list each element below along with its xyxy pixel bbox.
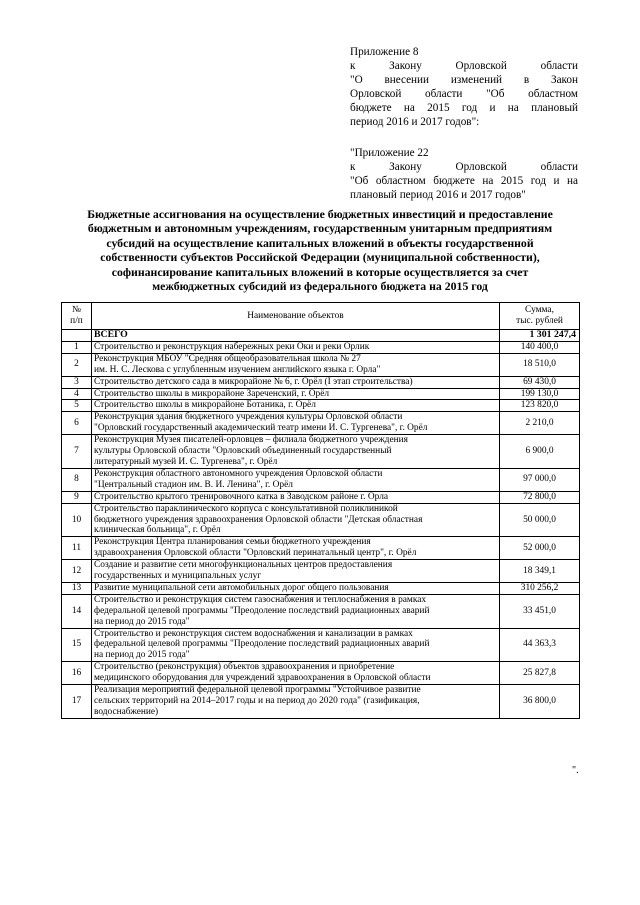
row-object-name-line: федеральной целевой программы "Преодоление последствий радиационных аварий (94, 605, 430, 616)
table-row (62, 468, 580, 491)
row-number: 4 (62, 388, 92, 400)
row-number: 16 (62, 662, 92, 685)
row-number: 13 (62, 582, 92, 594)
row-object-name-line: Реконструкция Музея писателей-орловцев – филиала бюджетного учреждения (94, 435, 408, 446)
table-row (62, 491, 580, 503)
row-amount: 50 000,0 (500, 503, 580, 537)
row-object-name-line: медицинского оборудования для учреждений здравоохранения в Орловской области (94, 673, 431, 684)
row-amount: 33 451,0 (500, 594, 580, 628)
appendix-22-title: "Приложение 22 (350, 147, 429, 159)
row-object-name (92, 388, 500, 400)
row-amount: 52 000,0 (500, 537, 580, 560)
appendix-8-law-ref: к Закону Орловской области (350, 60, 578, 72)
row-amount: 310 256,2 (500, 582, 580, 594)
row-object-name (92, 503, 500, 537)
row-object-name-line: Строительство детского сада в микрорайоне № 6, г. Орёл (I этап строительства) (94, 376, 413, 387)
title-line: бюджетным и автономным учреждениям, государственным унитарным предприятиям (87, 221, 553, 236)
table-row (62, 662, 580, 685)
table-row (62, 376, 580, 388)
row-amount: 140 400,0 (500, 341, 580, 353)
row-object-name-line: федеральной целевой программы "Преодоление последствий радиационных аварий (94, 639, 430, 650)
row-object-name (92, 376, 500, 388)
header-sum-line1: Сумма, (525, 305, 554, 316)
row-object-name-line: "Центральный стадион им. В. И. Ленина", г. Орёл (94, 479, 293, 490)
appendix-8-line3: "О внесении изменений в Закон (350, 74, 578, 86)
row-amount: 97 000,0 (500, 468, 580, 491)
table-row (62, 503, 580, 537)
row-number: 5 (62, 400, 92, 412)
table-row (62, 341, 580, 353)
row-number: 11 (62, 537, 92, 560)
total-row (62, 330, 580, 342)
row-object-name-line: на период до 2015 года" (94, 616, 190, 627)
row-object-name-line: литературный музей И. С. Тургенева", г. Орёл (94, 456, 278, 467)
row-number: 3 (62, 376, 92, 388)
row-object-name-line: Строительство крытого тренировочного катка в Заводском районе г. Орла (94, 491, 389, 502)
row-amount: 18 510,0 (500, 353, 580, 376)
row-amount: 44 363,3 (500, 628, 580, 662)
row-object-name-line: Развитие муниципальной сети автомобильных дорог общего пользования (94, 582, 389, 593)
title-line: собственности субъектов Российской Федерации (муниципальной собственности), (100, 250, 540, 265)
header-number-line2: п/п (70, 316, 83, 326)
row-amount: 69 430,0 (500, 376, 580, 388)
appendix-8-line6: период 2016 и 2017 годов": (350, 116, 480, 128)
title-line: межбюджетных субсидий из федерального бюджета на 2015 год (152, 279, 488, 294)
row-object-name-line: культуры Орловской области "Орловский объединенный государственный (94, 446, 392, 457)
row-object-name (92, 400, 500, 412)
row-object-name-line: бюджетного учреждения здравоохранения Орловской области "Детская областная (94, 514, 423, 525)
title-line: субсидий на осуществление капитальных вложений в объекты государственной (106, 235, 534, 250)
header-sum (500, 303, 580, 330)
row-object-name (92, 435, 500, 469)
closing-quote-mark: ". (572, 765, 579, 776)
row-amount: 123 820,0 (500, 400, 580, 412)
row-number: 2 (62, 353, 92, 376)
appendix-8-line5: бюджете на 2015 год и на плановый (350, 102, 578, 114)
row-object-name (92, 628, 500, 662)
row-number: 1 (62, 341, 92, 353)
allocations-table (61, 302, 580, 719)
table-row (62, 537, 580, 560)
row-object-name-line: им. Н. С. Лескова с углубленным изучением английского языка г. Орла" (94, 364, 381, 375)
row-number: 14 (62, 594, 92, 628)
row-number: 12 (62, 560, 92, 583)
row-object-name (92, 468, 500, 491)
header-sum-line2: тыс. рублей (516, 316, 563, 326)
row-number: 10 (62, 503, 92, 537)
document-title (62, 207, 578, 293)
appendix-22-law-ref: к Закону Орловской области (350, 161, 578, 173)
row-object-name-line: Реконструкция областного автономного учреждения Орловской области (94, 468, 383, 479)
table-row (62, 412, 580, 435)
row-object-name (92, 491, 500, 503)
table-body (62, 330, 580, 719)
table-row (62, 685, 580, 719)
row-object-name-line: Создание и развитие сети многофункциональных центров предоставления (94, 560, 393, 571)
row-object-name-line: на период до 2015 года" (94, 650, 190, 661)
header-name: Наименование объектов (92, 303, 500, 330)
title-line: Бюджетные ассигнования на осуществление бюджетных инвестиций и предоставление (87, 207, 553, 221)
row-object-name-line: Реконструкция Центра планирования семьи бюджетного учреждения (94, 537, 371, 548)
row-amount: 72 800,0 (500, 491, 580, 503)
header-number-line1: № (72, 305, 81, 316)
row-object-name-line: Строительство и реконструкция систем газоснабжения и теплоснабжения в рамках (94, 594, 427, 605)
total-label: ВСЕГО (92, 330, 500, 342)
row-object-name-line: "Орловский государственный академический театр имени И. С. Тургенева", г. Орёл (94, 423, 428, 434)
table-row (62, 582, 580, 594)
table-row (62, 400, 580, 412)
row-object-name-line: Реконструкция здания бюджетного учреждения культуры Орловской области (94, 412, 403, 423)
total-amount: 1 301 247,4 (500, 330, 580, 342)
allocations-table-wrapper (61, 302, 579, 719)
table-row (62, 353, 580, 376)
row-object-name (92, 341, 500, 353)
row-object-name-line: сельских территорий на 2014–2017 годы и на период до 2020 года" (газификация, (94, 696, 420, 706)
row-object-name (92, 412, 500, 435)
row-object-name (92, 662, 500, 685)
row-object-name (92, 560, 500, 583)
appendix-8-header (350, 45, 578, 129)
row-object-name-line: здравоохранения Орловской области "Орловский перинатальный центр", г. Орёл (94, 548, 417, 559)
row-object-name-line: Реализация мероприятий федеральной целевой программы "Устойчивое развитие (94, 685, 421, 696)
row-object-name (92, 685, 500, 719)
row-amount: 25 827,8 (500, 662, 580, 685)
row-number: 8 (62, 468, 92, 491)
row-number: 17 (62, 685, 92, 719)
row-object-name (92, 594, 500, 628)
title-line: софинансирование капитальных вложений в которые осуществляется за счет (111, 264, 529, 279)
row-number: 6 (62, 412, 92, 435)
table-header-row (62, 303, 580, 330)
row-object-name-line: Строительство и реконструкция набережных реки Оки и реки Орлик (94, 341, 370, 352)
row-object-name-line: водоснабжение) (94, 706, 159, 717)
appendix-22-header (350, 146, 578, 202)
row-number: 9 (62, 491, 92, 503)
row-object-name-line: Строительство школы в микрорайоне Ботаника, г. Орёл (94, 400, 316, 411)
appendix-8-line4: Орловской области "Об областном (350, 88, 578, 100)
row-object-name-line: государственных и муниципальных услуг (94, 571, 262, 582)
appendix-22-line3: "Об областном бюджете на 2015 год и на (350, 175, 578, 187)
row-object-name-line: Реконструкция МБОУ "Средняя общеобразовательная школа № 27 (94, 353, 361, 364)
row-object-name (92, 537, 500, 560)
appendix-8-title: Приложение 8 (350, 46, 419, 58)
row-object-name-line: Строительство (реконструкция) объектов здравоохранения и приобретение (94, 662, 395, 673)
table-row (62, 628, 580, 662)
row-number: 15 (62, 628, 92, 662)
table-row (62, 560, 580, 583)
table-row (62, 388, 580, 400)
total-num-cell (62, 330, 92, 342)
row-amount: 199 130,0 (500, 388, 580, 400)
appendix-22-line4: плановый период 2016 и 2017 годов" (350, 189, 526, 201)
row-amount: 18 349,1 (500, 560, 580, 583)
row-object-name-line: Строительство школы в микрорайоне Зареченский, г. Орёл (94, 388, 330, 399)
table-row (62, 435, 580, 469)
row-amount: 2 210,0 (500, 412, 580, 435)
row-number: 7 (62, 435, 92, 469)
row-object-name-line: Строительство и реконструкция систем водоснабжения и канализации в рамках (94, 628, 413, 639)
row-object-name-line: клиническая больница", г. Орёл (94, 525, 221, 536)
row-object-name (92, 353, 500, 376)
row-amount: 6 900,0 (500, 435, 580, 469)
row-object-name (92, 582, 500, 594)
row-amount: 36 800,0 (500, 685, 580, 719)
table-row (62, 594, 580, 628)
header-number (62, 303, 92, 330)
row-object-name-line: Строительство параклинического корпуса с консультативной поликлиникой (94, 503, 398, 514)
